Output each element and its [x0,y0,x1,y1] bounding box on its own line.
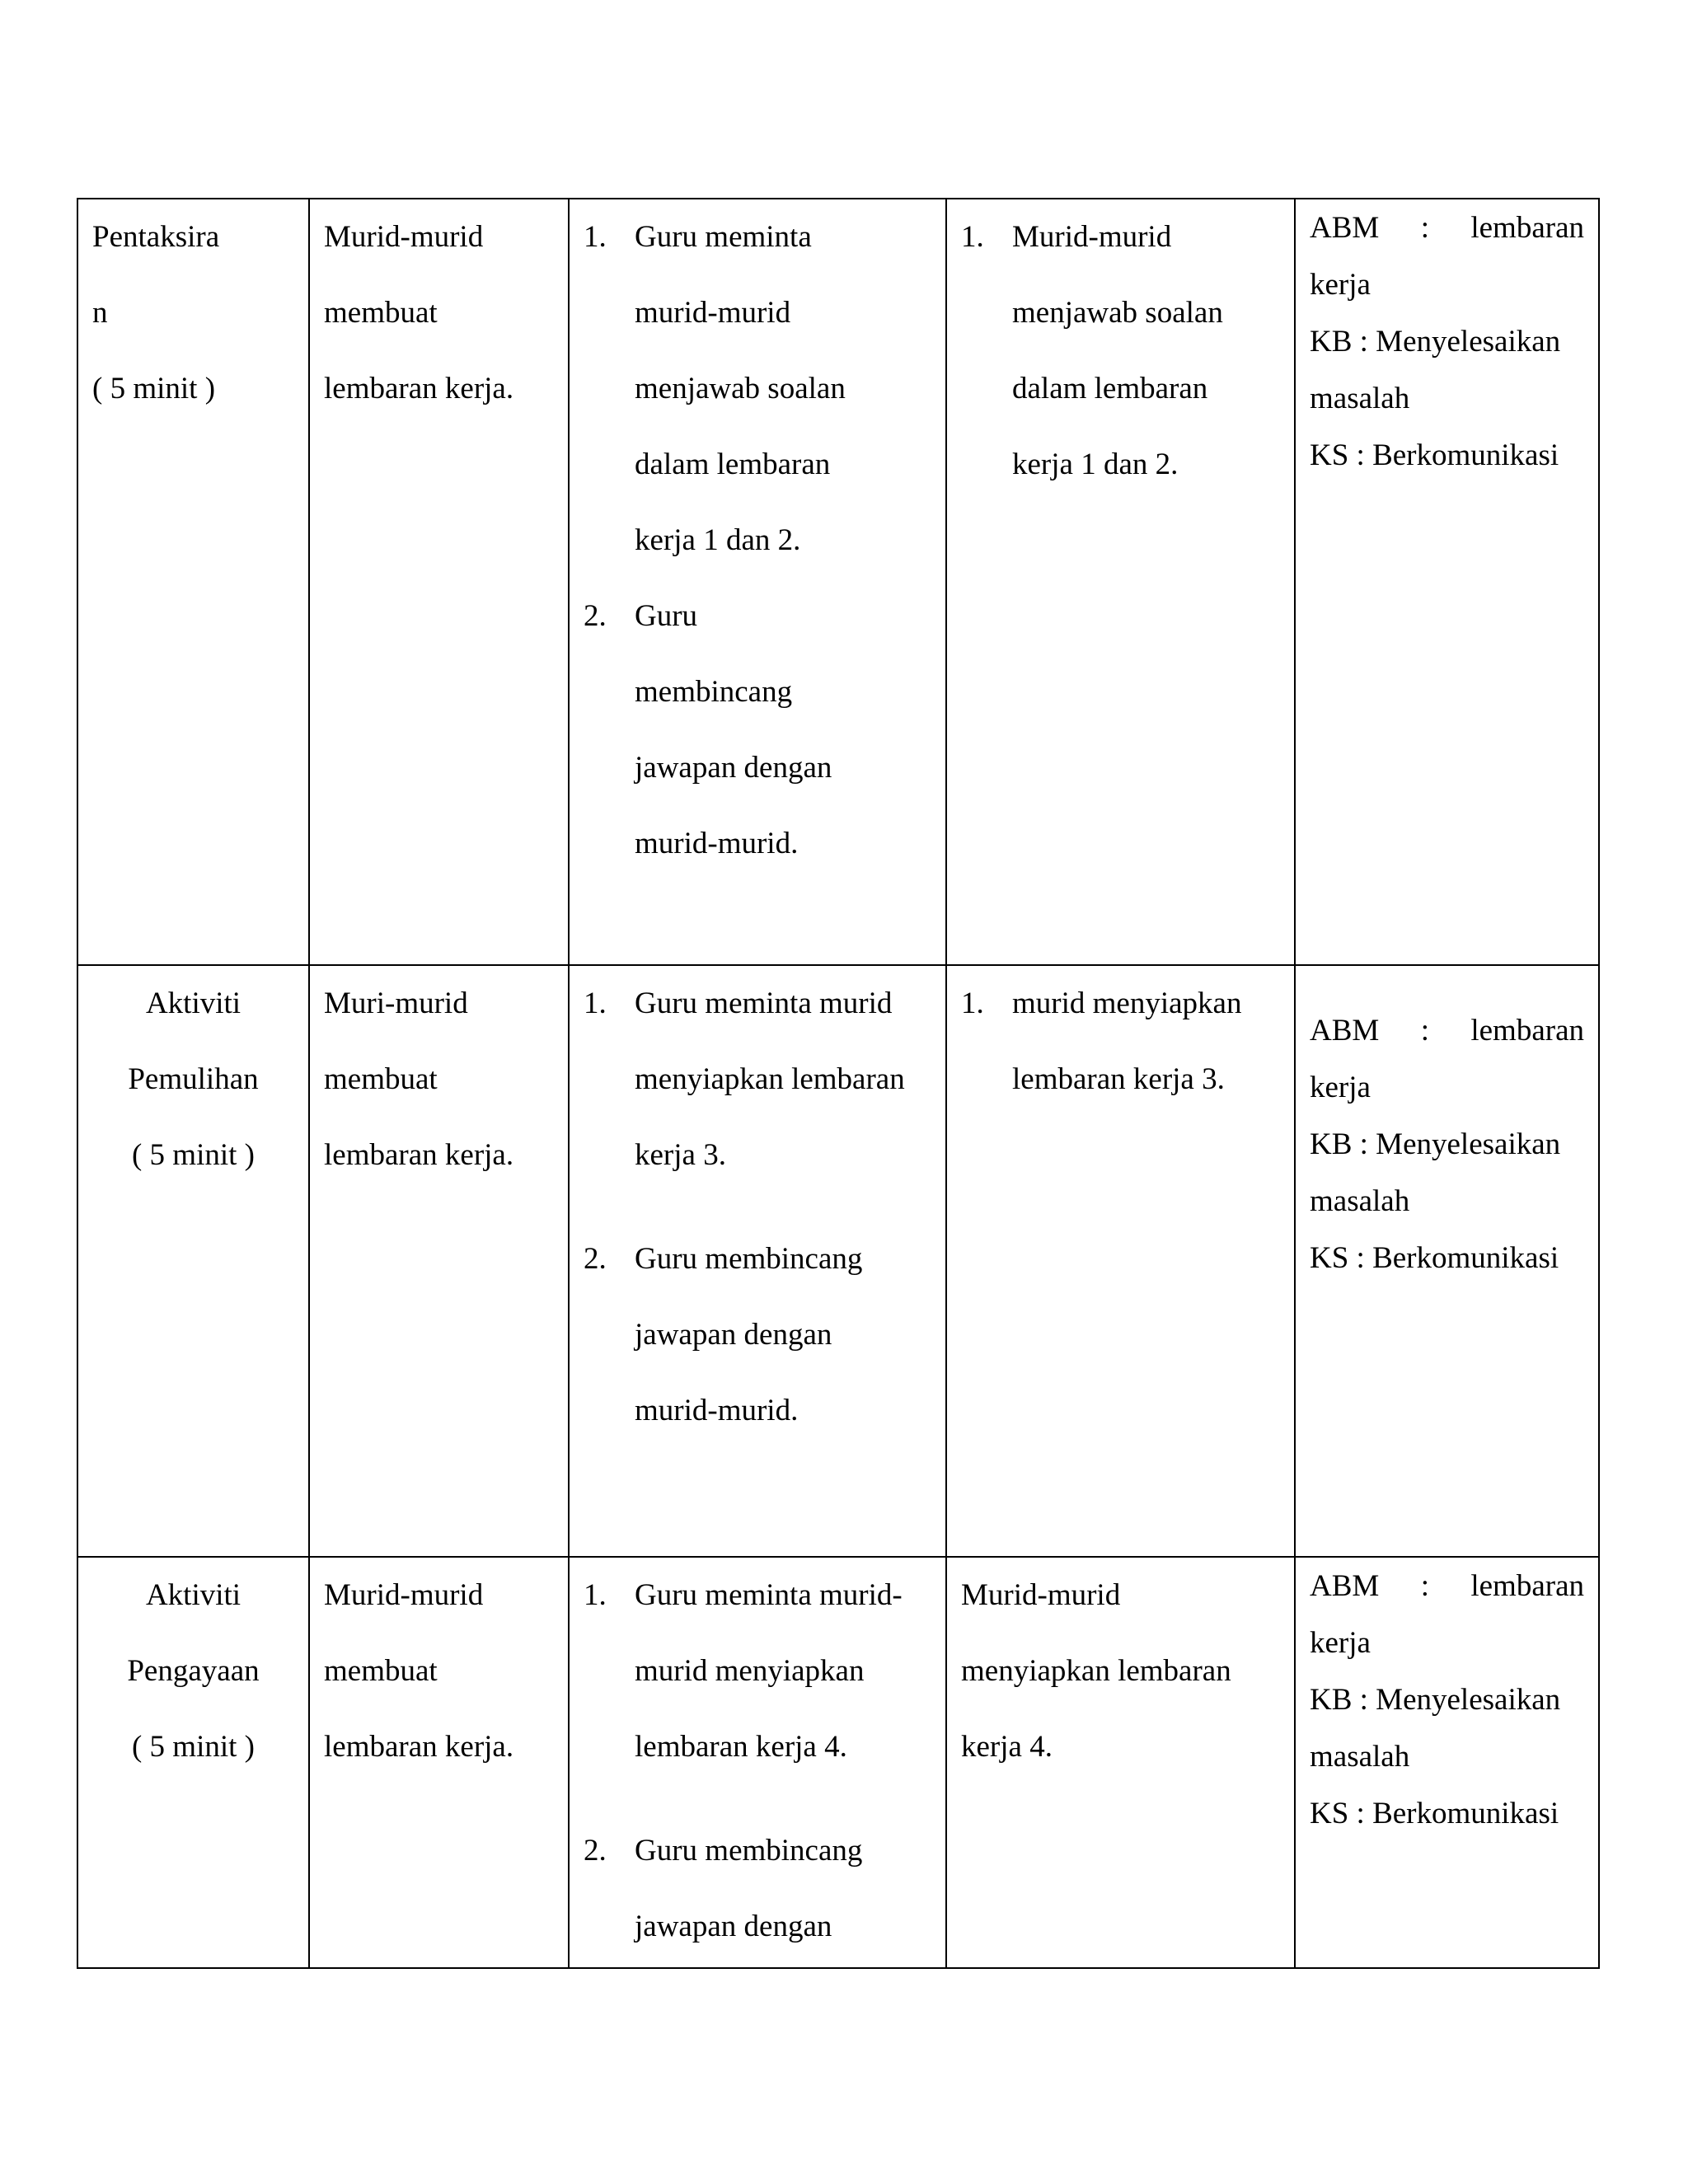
table-row [77,1557,1599,1968]
student-activity-cell [946,1557,1295,1968]
stage-line: Aktiviti [145,1578,241,1612]
stage-line: Aktiviti [145,987,241,1020]
material-cell [309,199,569,965]
stage-line: n [92,296,108,330]
list-line: dalam lembaran [635,448,831,481]
kb-continuation: masalah [1310,1184,1410,1218]
list-line: murid-murid. [635,827,799,860]
list-line: menjawab soalan [1012,296,1223,330]
stage-line: Pentaksira [92,220,220,254]
stage-cell [77,199,309,965]
kb-line: KB : Menyelesaikan [1310,325,1561,359]
list-number: 1. [961,987,984,1020]
abm-value: lembaran [1470,1014,1584,1047]
list-line: jawapan dengan [635,1910,832,1943]
list-line: Guru meminta murid- [635,1578,903,1612]
list-item [584,579,931,882]
material-line: lembaran kerja. [324,372,514,405]
teacher-steps-list [584,199,931,882]
list-item [584,199,931,579]
list-item [961,966,1280,1118]
list-line: Guru [635,599,698,633]
list-number: 1. [584,987,607,1020]
abm-colon: : [1420,211,1429,245]
abm-continuation: kerja [1310,1626,1371,1660]
list-line: murid-murid. [635,1394,799,1427]
abm-continuation: kerja [1310,268,1371,302]
student-line: menyiapkan lembaran [961,1654,1231,1688]
list-line: menyiapkan lembaran [635,1062,905,1096]
ks-line: KS : Berkomunikasi [1310,438,1559,472]
stage-line: ( 5 minit ) [131,1730,255,1764]
list-number: 2. [584,1834,607,1868]
notes-cell [1295,965,1599,1557]
list-item [584,1558,931,1785]
table-row [77,199,1599,965]
list-line: membincang [635,675,793,709]
abm-colon: : [1420,1569,1429,1603]
list-number: 1. [584,1578,607,1612]
list-line: murid menyiapkan [635,1654,865,1688]
abm-colon: : [1420,1014,1429,1047]
ks-line: KS : Berkomunikasi [1310,1241,1559,1275]
material-line: membuat [324,296,438,330]
list-line: kerja 1 dan 2. [1012,448,1179,481]
list-line: lembaran kerja 3. [1012,1062,1225,1096]
teacher-steps-list [584,966,931,1449]
list-number: 2. [584,1242,607,1276]
list-line: lembaran kerja 4. [635,1730,847,1764]
list-line: Guru meminta [635,220,812,254]
abm-line [1310,1558,1584,1615]
material-line: membuat [324,1654,438,1688]
list-line: murid-murid [635,296,791,330]
student-line: Murid-murid [961,1578,1121,1612]
student-activity-cell [946,199,1295,965]
list-item [584,1813,931,1965]
stage-line: ( 5 minit ) [92,372,216,405]
abm-value: lembaran [1470,211,1584,245]
list-number: 1. [584,220,607,254]
abm-line [1310,1002,1584,1059]
abm-label: ABM [1310,1014,1380,1047]
stage-cell [77,965,309,1557]
list-line: jawapan dengan [635,751,832,785]
list-line: Guru membincang [635,1834,863,1868]
list-line: Guru meminta murid [635,987,893,1020]
abm-label: ABM [1310,211,1380,245]
kb-line: KB : Menyelesaikan [1310,1683,1561,1717]
stage-cell [77,1557,309,1968]
stage-line: Pengayaan [127,1654,260,1688]
list-line: kerja 1 dan 2. [635,523,801,557]
abm-value: lembaran [1470,1569,1584,1603]
teacher-activity-cell [569,965,946,1557]
material-cell [309,965,569,1557]
list-number: 2. [584,599,607,633]
abm-line [1310,199,1584,256]
list-line: dalam lembaran [1012,372,1208,405]
kb-line: KB : Menyelesaikan [1310,1127,1561,1161]
student-steps-list [961,199,1280,503]
teacher-activity-cell [569,1557,946,1968]
kb-continuation: masalah [1310,1740,1410,1774]
stage-line: ( 5 minit ) [131,1138,255,1172]
list-line: Guru membincang [635,1242,863,1276]
kb-continuation: masalah [1310,382,1410,415]
abm-continuation: kerja [1310,1071,1371,1104]
notes-cell [1295,199,1599,965]
material-line: Murid-murid [324,1578,484,1612]
table-row [77,965,1599,1557]
list-line: jawapan dengan [635,1318,832,1352]
abm-label: ABM [1310,1569,1380,1603]
list-item [584,1221,931,1449]
notes-cell [1295,1557,1599,1968]
teacher-activity-cell [569,199,946,965]
list-line: Murid-murid [1012,220,1172,254]
material-line: lembaran kerja. [324,1730,514,1764]
stage-line: Pemulihan [128,1062,259,1096]
ks-line: KS : Berkomunikasi [1310,1797,1559,1830]
list-item [584,966,931,1193]
teacher-steps-list [584,1558,931,1965]
list-line: menjawab soalan [635,372,846,405]
list-number: 1. [961,220,984,254]
material-line: Murid-murid [324,220,484,254]
material-line: lembaran kerja. [324,1138,514,1172]
student-activity-cell [946,965,1295,1557]
student-line: kerja 4. [961,1730,1053,1764]
material-line: Muri-murid [324,987,468,1020]
list-item [961,199,1280,503]
list-line: kerja 3. [635,1138,726,1172]
student-steps-list [961,966,1280,1118]
list-line: murid menyiapkan [1012,987,1242,1020]
lesson-activity-table [77,198,1600,1969]
material-cell [309,1557,569,1968]
material-line: membuat [324,1062,438,1096]
